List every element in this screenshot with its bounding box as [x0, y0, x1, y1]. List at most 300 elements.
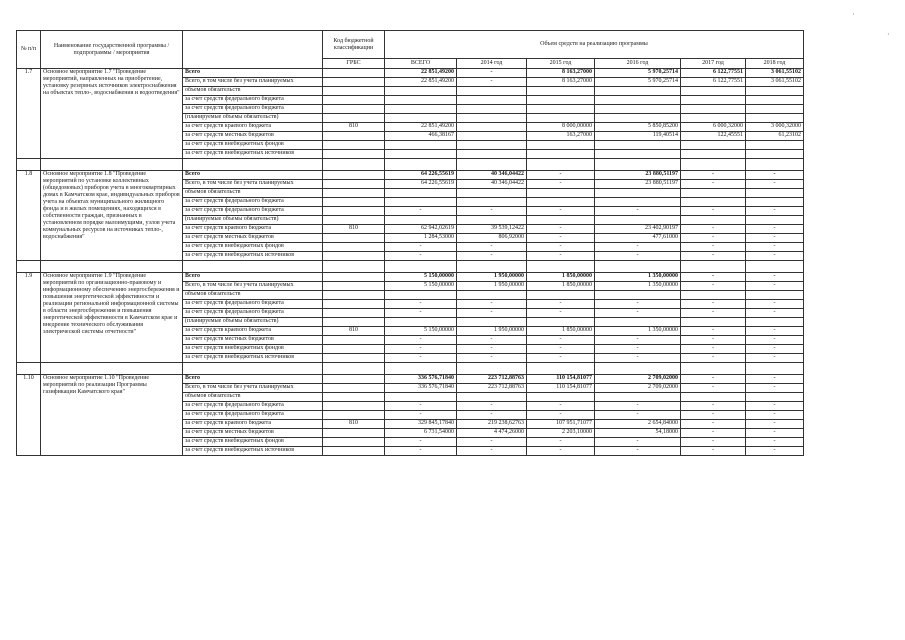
amount-cell: [457, 318, 527, 327]
amount-cell: -: [681, 207, 746, 216]
grbs-code: [323, 141, 385, 150]
amount-cell: -: [457, 300, 527, 309]
amount-cell: -: [595, 309, 681, 318]
amount-cell: -: [385, 354, 457, 363]
amount-cell: 1 350,00000: [595, 282, 681, 291]
amount-cell: [527, 105, 595, 114]
spacer-cell: [595, 261, 681, 273]
amount-cell: -: [681, 300, 746, 309]
grbs-code: [323, 300, 385, 309]
table-row: [17, 69, 804, 78]
spacer-cell: [681, 159, 746, 171]
amount-cell: 8 163,27000: [527, 69, 595, 78]
funding-source: за счет средств федерального бюджета: [183, 300, 323, 309]
header-name: Наименование государственной программы / подпрограммы / мероприятия: [41, 31, 183, 69]
amount-cell: 219 238,62763: [457, 420, 527, 429]
amount-cell: [681, 87, 746, 96]
budget-table-body: [17, 69, 804, 456]
amount-cell: 1 284,53000: [385, 234, 457, 243]
measure-number: 1.9: [17, 273, 41, 363]
amount-cell: [457, 216, 527, 225]
grbs-code: [323, 69, 385, 78]
amount-cell: -: [681, 438, 746, 447]
grbs-code: [323, 402, 385, 411]
amount-cell: 119,40514: [595, 132, 681, 141]
grbs-code: [323, 384, 385, 393]
amount-cell: 23 402,90197: [595, 225, 681, 234]
amount-cell: -: [595, 354, 681, 363]
amount-cell: -: [527, 345, 595, 354]
amount-cell: -: [595, 402, 681, 411]
funding-source: (планируемые объемы обязательств): [183, 318, 323, 327]
amount-cell: [527, 216, 595, 225]
amount-cell: -: [527, 447, 595, 456]
amount-cell: [746, 189, 804, 198]
amount-cell: [527, 198, 595, 207]
measure-number: 1.8: [17, 171, 41, 261]
amount-cell: -: [746, 345, 804, 354]
amount-cell: 3 061,55102: [746, 78, 804, 87]
amount-cell: -: [746, 336, 804, 345]
amount-cell: -: [595, 243, 681, 252]
amount-cell: -: [746, 225, 804, 234]
spacer-cell: [595, 159, 681, 171]
amount-cell: 6 122,77551: [681, 69, 746, 78]
funding-source: за счет средств федерального бюджета: [183, 96, 323, 105]
spacer-cell: [183, 159, 323, 171]
grbs-code: [323, 207, 385, 216]
funding-source: Всего: [183, 273, 323, 282]
amount-cell: -: [681, 447, 746, 456]
scan-mark: ·: [852, 10, 855, 19]
amount-cell: [681, 291, 746, 300]
amount-cell: 1 950,00000: [457, 327, 527, 336]
amount-cell: [681, 393, 746, 402]
spacer-cell: [323, 159, 385, 171]
amount-cell: [681, 198, 746, 207]
amount-cell: 110 154,81077: [527, 384, 595, 393]
amount-cell: 23 880,51197: [595, 171, 681, 180]
amount-cell: [595, 96, 681, 105]
amount-cell: [385, 96, 457, 105]
amount-cell: [385, 87, 457, 96]
spacer-cell: [595, 363, 681, 375]
funding-source: за счет средств местных бюджетов: [183, 429, 323, 438]
spacer-cell: [527, 363, 595, 375]
amount-cell: -: [527, 309, 595, 318]
amount-cell: -: [385, 402, 457, 411]
amount-cell: -: [385, 345, 457, 354]
amount-cell: 1 850,00000: [527, 327, 595, 336]
amount-cell: 5 150,00000: [385, 273, 457, 282]
amount-cell: -: [527, 336, 595, 345]
amount-cell: [385, 216, 457, 225]
funding-source: за счет средств краевого бюджета: [183, 327, 323, 336]
amount-cell: -: [595, 447, 681, 456]
amount-cell: -: [681, 243, 746, 252]
amount-cell: -: [457, 243, 527, 252]
amount-cell: -: [746, 438, 804, 447]
amount-cell: -: [385, 309, 457, 318]
amount-cell: -: [595, 411, 681, 420]
amount-cell: -: [746, 354, 804, 363]
funding-source: (планируемые объемы обязательств): [183, 216, 323, 225]
grbs-code: 810: [323, 225, 385, 234]
amount-cell: 8 163,27000: [527, 78, 595, 87]
amount-cell: [681, 141, 746, 150]
amount-cell: 39 539,12422: [457, 225, 527, 234]
amount-cell: [385, 114, 457, 123]
grbs-code: [323, 282, 385, 291]
amount-cell: -: [595, 345, 681, 354]
amount-cell: -: [595, 438, 681, 447]
amount-cell: 61,23102: [746, 132, 804, 141]
spacer-cell: [385, 159, 457, 171]
spacer-cell: [457, 261, 527, 273]
amount-cell: -: [457, 69, 527, 78]
grbs-code: [323, 393, 385, 402]
measure-name: Основное мероприятие 1.9 "Проведение мероприятий по организационно-правовому и информационному обеспечению энергосбережения и повышения энергетической эффективности и реализации региональной информационной системы в области энергосбережения и повышения энергетической эффективности в Камчатском крае и внедрение технического обслуживания электрической системы отчетности": [41, 273, 183, 363]
amount-cell: -: [457, 438, 527, 447]
amount-cell: -: [681, 375, 746, 384]
header-num: № п/п: [17, 31, 41, 69]
amount-cell: -: [681, 282, 746, 291]
amount-cell: [527, 87, 595, 96]
budget-table: [16, 30, 804, 456]
amount-cell: -: [681, 234, 746, 243]
amount-cell: 466,38167: [385, 132, 457, 141]
scan-mark: ·: [887, 30, 890, 39]
funding-source: за счет средств внебюджетных фондов: [183, 345, 323, 354]
header-source-blank: [183, 31, 323, 69]
grbs-code: [323, 180, 385, 189]
spacer-cell: [323, 363, 385, 375]
amount-cell: [595, 150, 681, 159]
grbs-code: [323, 78, 385, 87]
header-year: 2015 год: [527, 59, 595, 69]
amount-cell: [746, 198, 804, 207]
amount-cell: -: [527, 171, 595, 180]
funding-source: объемов обязательств: [183, 291, 323, 300]
amount-cell: -: [457, 411, 527, 420]
amount-cell: 8 000,00000: [527, 123, 595, 132]
amount-cell: -: [681, 309, 746, 318]
amount-cell: [746, 393, 804, 402]
spacer-cell: [41, 261, 183, 273]
amount-cell: -: [527, 180, 595, 189]
funding-source: за счет средств внебюджетных фондов: [183, 438, 323, 447]
header-year: 2014 год: [457, 59, 527, 69]
table-row: [17, 375, 804, 384]
amount-cell: [457, 105, 527, 114]
amount-cell: [457, 393, 527, 402]
amount-cell: [385, 318, 457, 327]
amount-cell: [746, 114, 804, 123]
grbs-code: [323, 291, 385, 300]
grbs-code: [323, 429, 385, 438]
amount-cell: -: [681, 273, 746, 282]
amount-cell: [457, 114, 527, 123]
funding-source: за счет средств федерального бюджета: [183, 105, 323, 114]
amount-cell: 2 203,10000: [527, 429, 595, 438]
amount-cell: -: [746, 447, 804, 456]
amount-cell: [527, 393, 595, 402]
grbs-code: [323, 336, 385, 345]
header-year: 2017 год: [681, 59, 746, 69]
amount-cell: 110 154,81077: [527, 375, 595, 384]
amount-cell: -: [681, 420, 746, 429]
funding-source: за счет средств местных бюджетов: [183, 132, 323, 141]
amount-cell: 1 850,00000: [527, 282, 595, 291]
funding-source: за счет средств внебюджетных фондов: [183, 243, 323, 252]
amount-cell: [385, 393, 457, 402]
grbs-code: [323, 132, 385, 141]
grbs-code: [323, 114, 385, 123]
grbs-code: [323, 318, 385, 327]
amount-cell: 5 850,85200: [595, 123, 681, 132]
amount-cell: [681, 105, 746, 114]
amount-cell: 107 951,71077: [527, 420, 595, 429]
amount-cell: 1 350,00000: [595, 327, 681, 336]
amount-cell: -: [527, 243, 595, 252]
grbs-code: [323, 87, 385, 96]
amount-cell: 329 845,17840: [385, 420, 457, 429]
grbs-code: [323, 198, 385, 207]
amount-cell: 1 950,00000: [457, 273, 527, 282]
amount-cell: 2 709,02000: [595, 375, 681, 384]
amount-cell: -: [746, 171, 804, 180]
amount-cell: [527, 114, 595, 123]
funding-source: объемов обязательств: [183, 189, 323, 198]
amount-cell: 22 851,49200: [385, 78, 457, 87]
amount-cell: -: [746, 402, 804, 411]
table-row: [17, 273, 804, 282]
funding-source: за счет средств внебюджетных фондов: [183, 141, 323, 150]
spacer-cell: [385, 363, 457, 375]
funding-source: за счет средств внебюджетных источников: [183, 354, 323, 363]
amount-cell: [527, 291, 595, 300]
amount-cell: 62 942,02619: [385, 225, 457, 234]
amount-cell: 3 000,32000: [746, 123, 804, 132]
amount-cell: 1 850,00000: [527, 273, 595, 282]
amount-cell: [457, 96, 527, 105]
amount-cell: -: [595, 300, 681, 309]
amount-cell: 122,45551: [681, 132, 746, 141]
amount-cell: -: [457, 354, 527, 363]
grbs-code: [323, 105, 385, 114]
amount-cell: -: [746, 375, 804, 384]
header-volume: Объем средств на реализацию программы: [385, 31, 804, 59]
block-spacer: [17, 261, 804, 273]
header-year: ВСЕГО: [385, 59, 457, 69]
amount-cell: [385, 141, 457, 150]
spacer-cell: [746, 363, 804, 375]
amount-cell: [746, 318, 804, 327]
grbs-code: 810: [323, 327, 385, 336]
amount-cell: [595, 198, 681, 207]
amount-cell: 477,61000: [595, 234, 681, 243]
amount-cell: [746, 87, 804, 96]
funding-source: за счет средств краевого бюджета: [183, 420, 323, 429]
amount-cell: -: [746, 429, 804, 438]
amount-cell: 336 576,71840: [385, 384, 457, 393]
spacer-cell: [457, 159, 527, 171]
spacer-cell: [457, 363, 527, 375]
amount-cell: [595, 393, 681, 402]
amount-cell: 1 950,00000: [457, 282, 527, 291]
amount-cell: -: [527, 411, 595, 420]
amount-cell: -: [527, 354, 595, 363]
amount-cell: -: [746, 300, 804, 309]
amount-cell: -: [527, 225, 595, 234]
block-spacer: [17, 159, 804, 171]
amount-cell: [595, 189, 681, 198]
amount-cell: [457, 87, 527, 96]
amount-cell: -: [746, 234, 804, 243]
amount-cell: -: [385, 252, 457, 261]
amount-cell: -: [457, 402, 527, 411]
amount-cell: [681, 96, 746, 105]
measure-number: 1.10: [17, 375, 41, 456]
grbs-code: [323, 411, 385, 420]
amount-cell: 6 000,32000: [681, 123, 746, 132]
amount-cell: -: [681, 180, 746, 189]
funding-source: Всего: [183, 171, 323, 180]
amount-cell: -: [681, 345, 746, 354]
amount-cell: [527, 189, 595, 198]
amount-cell: -: [746, 384, 804, 393]
amount-cell: -: [681, 411, 746, 420]
amount-cell: -: [457, 345, 527, 354]
spacer-cell: [17, 159, 41, 171]
amount-cell: 22 851,49200: [385, 123, 457, 132]
amount-cell: -: [681, 225, 746, 234]
amount-cell: [746, 96, 804, 105]
amount-cell: -: [385, 336, 457, 345]
amount-cell: [746, 141, 804, 150]
spacer-cell: [17, 363, 41, 375]
header-year: 2016 год: [595, 59, 681, 69]
amount-cell: [746, 105, 804, 114]
spacer-cell: [17, 261, 41, 273]
amount-cell: -: [746, 180, 804, 189]
spacer-cell: [41, 363, 183, 375]
spacer-cell: [527, 159, 595, 171]
grbs-code: [323, 375, 385, 384]
grbs-code: [323, 234, 385, 243]
amount-cell: [681, 114, 746, 123]
funding-source: за счет средств внебюджетных источников: [183, 252, 323, 261]
amount-cell: -: [746, 327, 804, 336]
amount-cell: -: [457, 447, 527, 456]
funding-source: за счет средств внебюджетных источников: [183, 150, 323, 159]
spacer-cell: [41, 159, 183, 171]
amount-cell: [595, 114, 681, 123]
amount-cell: [595, 318, 681, 327]
amount-cell: -: [457, 252, 527, 261]
amount-cell: -: [681, 327, 746, 336]
amount-cell: [595, 87, 681, 96]
header-code: Код бюджетной классификации: [323, 31, 385, 59]
spacer-cell: [681, 261, 746, 273]
amount-cell: -: [457, 336, 527, 345]
amount-cell: 6 731,54000: [385, 429, 457, 438]
funding-source: за счет средств местных бюджетов: [183, 234, 323, 243]
amount-cell: -: [681, 354, 746, 363]
amount-cell: -: [681, 171, 746, 180]
amount-cell: -: [457, 78, 527, 87]
amount-cell: -: [595, 207, 681, 216]
amount-cell: -: [527, 300, 595, 309]
amount-cell: -: [746, 273, 804, 282]
amount-cell: 163,27000: [527, 132, 595, 141]
amount-cell: [595, 141, 681, 150]
funding-source: объемов обязательств: [183, 393, 323, 402]
amount-cell: [457, 198, 527, 207]
header-grbs: ГРБС: [323, 59, 385, 69]
grbs-code: [323, 354, 385, 363]
amount-cell: -: [746, 282, 804, 291]
spacer-cell: [183, 363, 323, 375]
amount-cell: -: [385, 447, 457, 456]
amount-cell: 223 712,88763: [457, 375, 527, 384]
amount-cell: -: [527, 438, 595, 447]
funding-source: за счет средств федерального бюджета: [183, 207, 323, 216]
amount-cell: 40 346,04422: [457, 180, 527, 189]
funding-source: за счет средств федерального бюджета: [183, 402, 323, 411]
block-spacer: [17, 363, 804, 375]
spacer-cell: [527, 261, 595, 273]
amount-cell: [457, 150, 527, 159]
funding-source: за счет средств федерального бюджета: [183, 309, 323, 318]
amount-cell: -: [385, 438, 457, 447]
amount-cell: [527, 318, 595, 327]
budget-table-sheet: [16, 30, 804, 456]
amount-cell: -: [527, 402, 595, 411]
grbs-code: [323, 189, 385, 198]
measure-name: Основное мероприятие 1.8 "Проведение мероприятий по установке коллективных (общедомовых) приборов учета в многоквартирных домах в Камчатском крае, индивидуальных приборов учета на объектах муниципального жилищного фонда и в жилых помещениях, находящихся в собственности граждан, признанных в установленном порядке малоимущими, узлов учета коммунальных ресурсов на источниках тепло-, водоснабжения": [41, 171, 183, 261]
funding-source: за счет средств краевого бюджета: [183, 225, 323, 234]
amount-cell: [457, 189, 527, 198]
amount-cell: 3 061,55102: [746, 69, 804, 78]
amount-cell: [385, 105, 457, 114]
amount-cell: -: [746, 309, 804, 318]
amount-cell: 6 122,77551: [681, 78, 746, 87]
amount-cell: [527, 150, 595, 159]
amount-cell: -: [527, 252, 595, 261]
amount-cell: -: [595, 336, 681, 345]
amount-cell: [385, 150, 457, 159]
amount-cell: [681, 318, 746, 327]
grbs-code: 810: [323, 420, 385, 429]
amount-cell: 1 350,00000: [595, 273, 681, 282]
funding-source: (планируемые объемы обязательств): [183, 114, 323, 123]
amount-cell: 806,92000: [457, 234, 527, 243]
amount-cell: [457, 132, 527, 141]
amount-cell: -: [385, 300, 457, 309]
amount-cell: 54,18000: [595, 429, 681, 438]
amount-cell: 2 654,84000: [595, 420, 681, 429]
amount-cell: [746, 150, 804, 159]
amount-cell: [681, 189, 746, 198]
amount-cell: -: [746, 411, 804, 420]
amount-cell: 22 851,49200: [385, 69, 457, 78]
amount-cell: [595, 105, 681, 114]
amount-cell: 5 970,25714: [595, 78, 681, 87]
amount-cell: 4 474,26000: [457, 429, 527, 438]
amount-cell: [746, 216, 804, 225]
header-year: 2018 год: [746, 59, 804, 69]
